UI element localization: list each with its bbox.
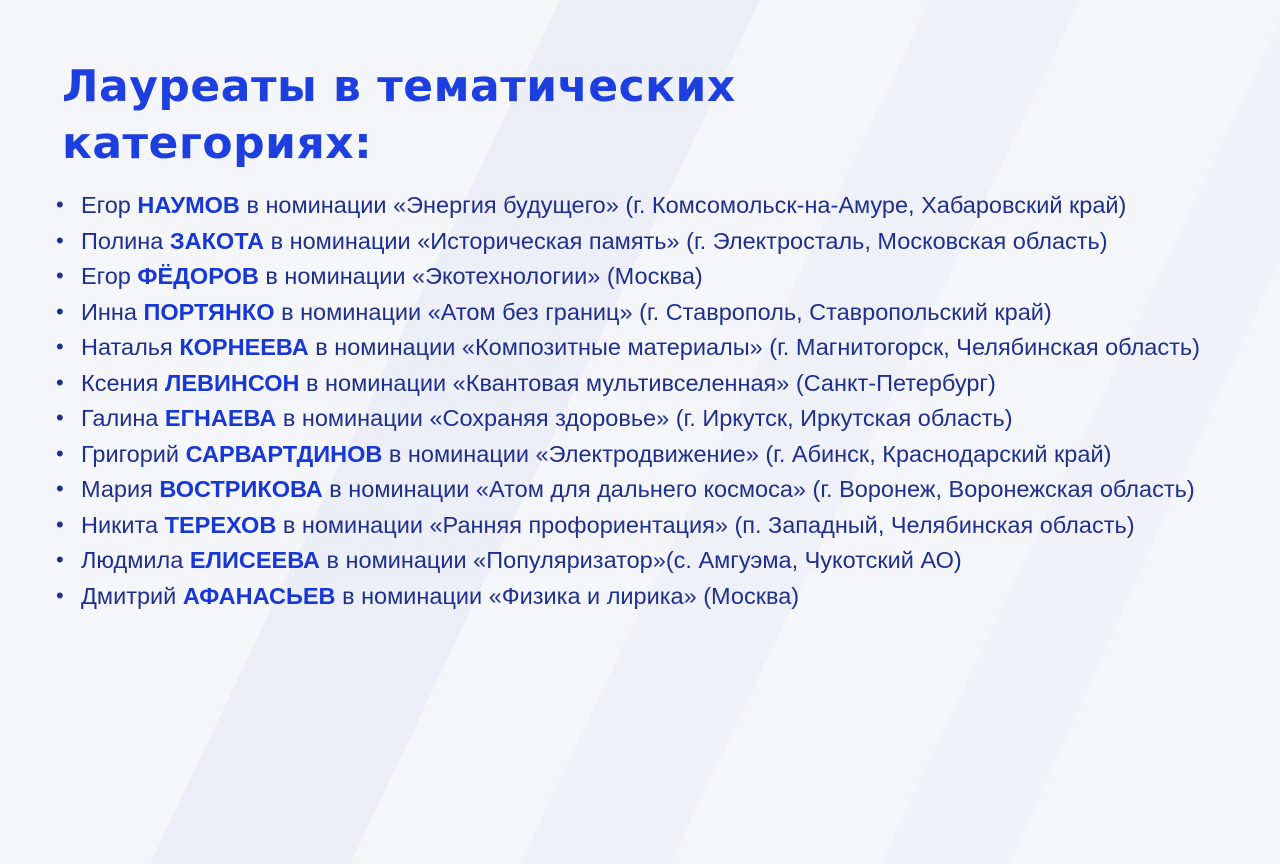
surname: ФЁДОРОВ [137, 263, 259, 289]
list-item [0, 226, 1280, 256]
list-item [0, 474, 1280, 504]
list-item [0, 297, 1280, 327]
nomination-text: в номинации «Атом для дальнего космоса» (г. Воронеж, Воронежская область) [329, 476, 1195, 502]
bullet-icon: • [56, 582, 64, 608]
bullet-icon: • [56, 192, 64, 217]
bullet-icon: • [56, 476, 64, 501]
first-name: Полина [81, 227, 164, 254]
nomination-text: в номинации «Популяризатор»(с. Амгуэма, Чукотский АО) [326, 547, 962, 573]
nomination-text: в номинации «Атом без границ» (г. Ставрополь, Ставропольский край) [281, 298, 1052, 325]
nomination-text: в номинации «Энергия будущего» (г. Комсомольск-на-Амуре, Хабаровский край) [246, 192, 1127, 218]
surname: ТЕРЕХОВ [164, 511, 277, 538]
nomination-text: в номинации «Физика и лирика» (Москва) [342, 582, 800, 609]
first-name: Егор [81, 263, 131, 289]
page-title: Лауреаты в тематических категориях: [62, 61, 736, 169]
nomination-text: в номинации «Композитные материалы» (г. Магнитогорск, Челябинская область) [315, 334, 1200, 360]
surname: ВОСТРИКОВА [159, 476, 323, 502]
first-name: Инна [81, 298, 137, 325]
surname: САРВАРТДИНОВ [185, 440, 383, 467]
first-name: Мария [81, 476, 153, 502]
nomination-text: в номинации «Экотехнологии» (Москва) [265, 263, 703, 289]
surname: ЕГНАЕВА [164, 405, 277, 431]
first-name: Егор [81, 192, 131, 218]
first-name: Ксения [81, 369, 159, 396]
first-name: Людмила [81, 547, 184, 573]
list-item [0, 190, 1280, 220]
surname: ЕЛИСЕЕВА [189, 547, 320, 573]
surname: НАУМОВ [137, 192, 240, 218]
first-name: Дмитрий [81, 582, 177, 609]
first-name: Наталья [81, 334, 173, 360]
first-name: Никита [81, 511, 159, 538]
bullet-icon: • [56, 511, 64, 537]
list-item [0, 332, 1280, 362]
nomination-text: в номинации «Ранняя профориентация» (п. Западный, Челябинская область) [282, 511, 1135, 538]
nomination-text: в номинации «Сохраняя здоровье» (г. Иркутск, Иркутская область) [282, 405, 1013, 431]
list-item [0, 403, 1280, 433]
bullet-icon: • [56, 334, 64, 359]
nomination-text: в номинации «Электродвижение» (г. Абинск, Краснодарский край) [388, 440, 1112, 467]
bullet-icon: • [56, 227, 64, 253]
list-item [0, 581, 1280, 611]
list-item [0, 261, 1280, 291]
list-item [0, 510, 1280, 540]
first-name: Григорий [81, 440, 180, 467]
surname: КОРНЕЕВА [179, 334, 309, 360]
first-name: Галина [81, 405, 159, 431]
bullet-icon: • [56, 440, 64, 466]
bullet-icon: • [56, 298, 64, 324]
nomination-text: в номинации «Квантовая мультивселенная» (Санкт-Петербург) [306, 369, 996, 396]
laureate-list [0, 190, 1280, 616]
list-item [0, 439, 1280, 469]
surname: ЗАКОТА [169, 227, 265, 254]
list-item [0, 368, 1280, 398]
nomination-text: в номинации «Историческая память» (г. Электросталь, Московская область) [270, 227, 1108, 254]
bullet-icon: • [56, 369, 64, 395]
bullet-icon: • [56, 405, 64, 430]
bullet-icon: • [56, 263, 64, 288]
bullet-icon: • [56, 547, 64, 572]
surname: ПОРТЯНКО [143, 298, 275, 325]
surname: АФАНАСЬЕВ [182, 582, 336, 609]
list-item [0, 545, 1280, 575]
surname: ЛЕВИНСОН [164, 369, 300, 396]
